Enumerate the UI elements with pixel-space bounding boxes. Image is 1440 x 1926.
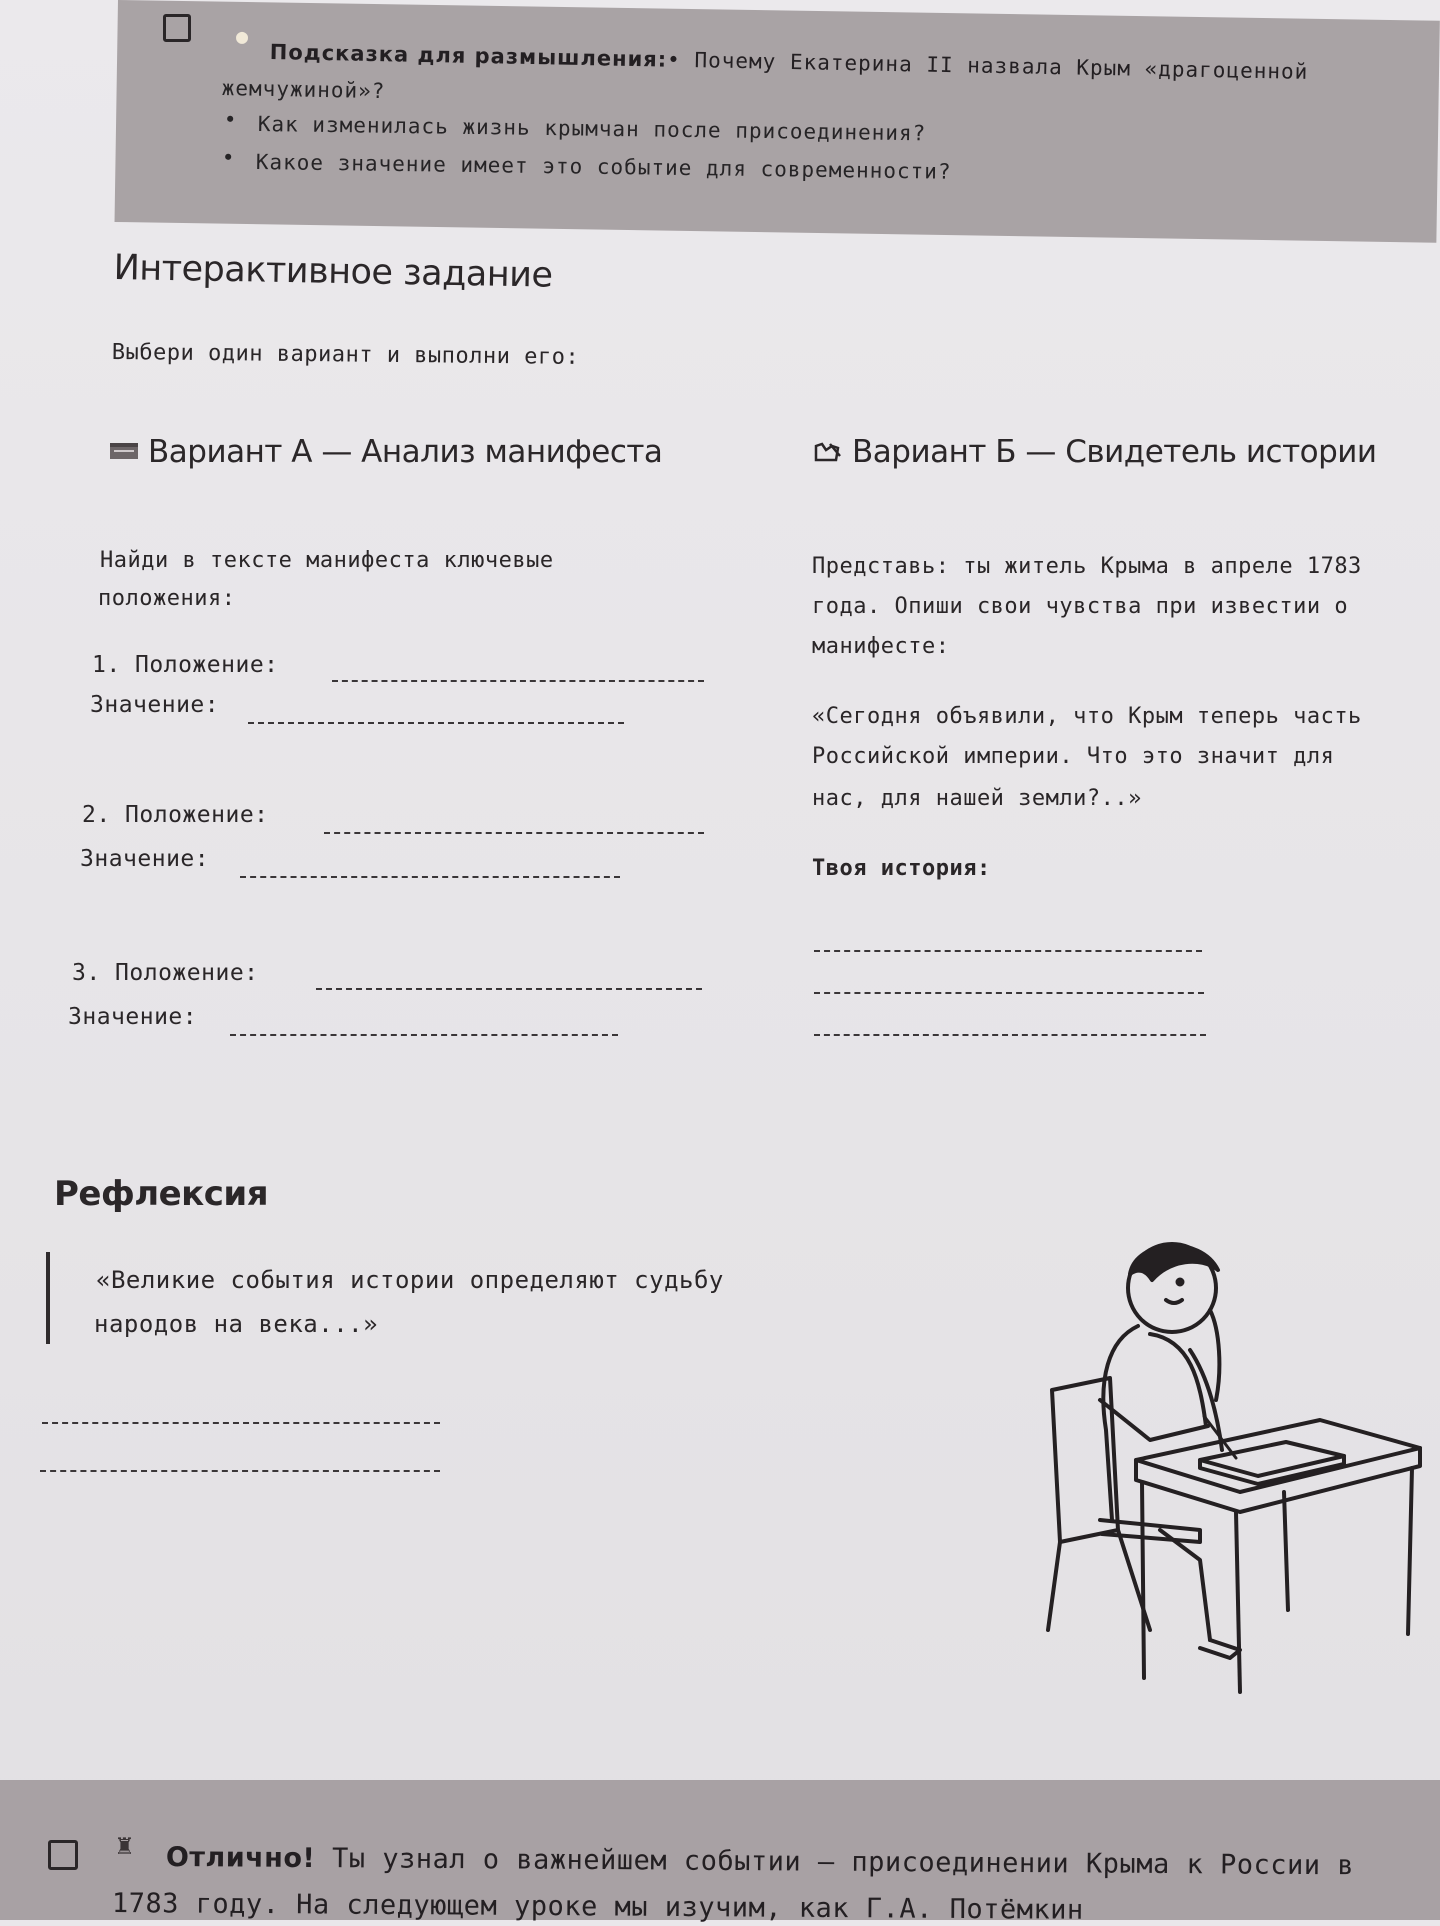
variant-b-quote-line2: Российской империи. Что это значит для [812, 744, 1335, 769]
notepad-icon [48, 1840, 78, 1870]
boy-eye [1178, 1280, 1183, 1285]
item-3-meaning-line[interactable] [230, 1034, 618, 1036]
item-1-position-line[interactable] [332, 680, 704, 682]
item-1-meaning-label: Значение: [90, 692, 220, 718]
variant-b-prompt-line3: манифесте: [812, 634, 950, 659]
item-2-position-line[interactable] [324, 832, 704, 834]
boy-shoe [1200, 1640, 1240, 1658]
reflection-quote-line2: народов на века...» [94, 1310, 379, 1338]
reflection-title: Рефлексия [54, 1174, 269, 1214]
boy-back [1103, 1326, 1138, 1520]
boy-smile [1166, 1300, 1182, 1303]
item-3-meaning-label: Значение: [68, 1004, 198, 1030]
hint-label: Подсказка для размышления: [269, 40, 668, 72]
hint-question-3: • Какое значение имеет это событие для современности? [256, 150, 952, 184]
story-label: Твоя история: [812, 856, 991, 881]
scroll-icon [108, 436, 140, 460]
chair-leg-front [1048, 1542, 1060, 1630]
story-line-3[interactable] [814, 1034, 1206, 1036]
desk-leg-1 [1142, 1482, 1144, 1678]
interactive-instruction: Выбери один вариант и выполни его: [111, 340, 580, 370]
lightbulb-icon: ● [236, 24, 249, 48]
boy-hair [1130, 1246, 1218, 1280]
trophy-icon: ♜ [116, 1828, 133, 1861]
quote-bar [46, 1252, 50, 1344]
variant-b-prompt-line2: года. Опиши свои чувства при известии о [812, 594, 1349, 619]
boy-leg [1160, 1530, 1210, 1640]
variant-a-prompt-line1: Найди в тексте манифеста ключевые [100, 548, 554, 573]
item-2-meaning-label: Значение: [80, 846, 210, 872]
desk-leg-2 [1236, 1512, 1240, 1692]
reflection-line-1[interactable] [42, 1422, 440, 1424]
variant-a-title: Вариант А — Анализ манифеста [108, 434, 662, 470]
reflection-line-2[interactable] [40, 1470, 440, 1472]
hint-question-1-continued: жемчужиной»? [221, 76, 386, 104]
variant-b-title: Вариант Б — Свидетель истории [812, 434, 1377, 470]
reflection-quote-line1: «Великие события истории определяют судьбу [96, 1266, 724, 1294]
variant-b-prompt-line1: Представь: ты житель Крыма в апреле 1783 [812, 554, 1362, 579]
variant-a-prompt-line2: положения: [98, 586, 236, 611]
boy-arm-lower [1100, 1400, 1208, 1440]
story-line-1[interactable] [814, 950, 1202, 952]
notepad-icon [163, 14, 191, 42]
boy-hand-cheek [1210, 1310, 1219, 1400]
story-line-2[interactable] [814, 992, 1204, 994]
desk-leg-4 [1284, 1492, 1288, 1610]
summary-line2: 1783 году. На следующем уроке мы изучим, как Г.А. Потёмкин [111, 1888, 1084, 1926]
variant-b-quote-line3: нас, для нашей земли?..» [812, 786, 1142, 811]
item-1-meaning-line[interactable] [248, 722, 624, 724]
boy-chest [1150, 1334, 1206, 1426]
item-3-position-label: 3. Положение: [72, 960, 259, 986]
hint-question-1: Подсказка для размышления:• Почему Екатерина II назвала Крым «драгоценной [269, 40, 1309, 84]
hint-question-2: • Как изменилась жизнь крымчан после присоединения? [258, 112, 927, 145]
summary-line1: Отлично! Ты узнал о важнейшем событии — присоединении Крыма к России в [165, 1842, 1355, 1882]
interactive-title: Интерактивное задание [113, 248, 553, 296]
item-2-position-label: 2. Положение: [82, 802, 269, 828]
item-3-position-line[interactable] [316, 988, 702, 990]
variant-b-quote-line1: «Сегодня объявили, что Крым теперь часть [812, 704, 1362, 729]
item-2-meaning-line[interactable] [240, 876, 620, 878]
boy-writing-at-desk [1040, 1230, 1430, 1700]
desk-leg-3 [1408, 1468, 1412, 1634]
item-1-position-label: 1. Положение: [92, 652, 279, 678]
writing-hand-icon [812, 436, 844, 460]
